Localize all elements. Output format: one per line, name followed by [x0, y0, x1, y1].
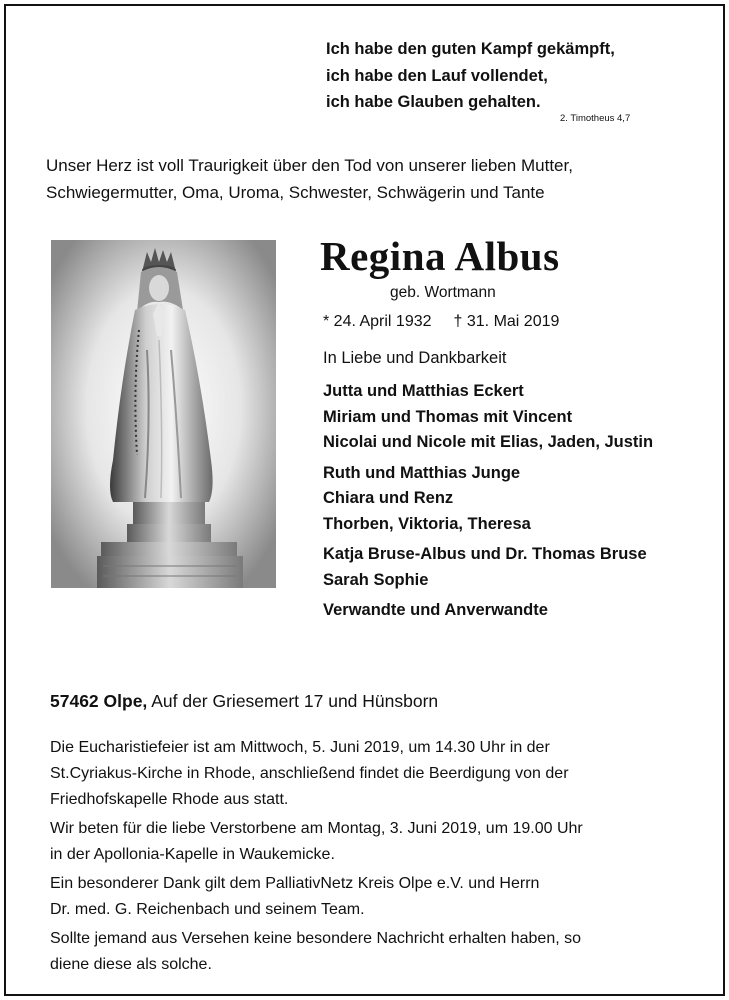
family-group — [323, 598, 653, 624]
verse-reference: 2. Timotheus 4,7 — [560, 113, 631, 124]
family-list — [323, 379, 653, 629]
life-dates — [323, 313, 559, 331]
note-line: Ein besonderer Dank gilt dem PalliativNetz Kreis Olpe e.V. und Herrn — [50, 875, 540, 892]
address-street: Auf der Griesemert 17 und Hünsborn — [151, 691, 439, 711]
family-member: Katja Bruse-Albus und Dr. Thomas Bruse — [323, 545, 647, 563]
note-paragraph — [50, 926, 583, 978]
family-member: Thorben, Viktoria, Theresa — [323, 514, 531, 533]
verse-line: Ich habe den guten Kampf gekämpft, — [326, 40, 615, 58]
family-group — [323, 542, 653, 593]
family-member: Miriam und Thomas mit Vincent — [323, 407, 573, 426]
verse-line: ich habe den Lauf vollendet, — [326, 66, 548, 85]
death-date: † 31. Mai 2019 — [453, 313, 560, 330]
note-paragraph — [50, 871, 583, 923]
note-line: diene diese als solche. — [50, 956, 212, 973]
family-member: Verwandte und Anverwandte — [323, 601, 548, 619]
family-group — [323, 461, 653, 538]
dedication: In Liebe und Dankbarkeit — [323, 349, 507, 367]
madonna-statue-photo — [51, 240, 276, 588]
statue-image — [51, 240, 276, 588]
note-line: Sollte jemand aus Versehen keine besondere Nachricht erhalten haben, so — [50, 930, 582, 947]
family-group — [323, 379, 653, 456]
service-notes — [50, 735, 583, 981]
maiden-name: geb. Wortmann — [390, 284, 496, 301]
family-member: Sarah Sophie — [323, 570, 429, 589]
intro-text — [46, 152, 573, 206]
note-line: Dr. med. G. Reichenbach und seinem Team. — [50, 901, 365, 918]
note-line: Die Eucharistiefeier ist am Mittwoch, 5. Juni 2019, um 14.30 Uhr in der — [50, 739, 550, 756]
note-line: Friedhofskapelle Rhode aus statt. — [50, 791, 289, 808]
note-paragraph — [50, 735, 583, 813]
note-line: Wir beten für die liebe Verstorbene am Montag, 3. Juni 2019, um 19.00 Uhr — [50, 820, 583, 837]
birth-date: * 24. April 1932 — [323, 313, 432, 330]
family-member: Ruth und Matthias Junge — [323, 463, 521, 482]
intro-line: Schwiegermutter, Oma, Uroma, Schwester, Schwägerin und Tante — [46, 183, 545, 202]
address-city: 57462 Olpe, — [50, 691, 148, 711]
note-paragraph — [50, 816, 583, 868]
note-line: in der Apollonia-Kapelle in Waukemicke. — [50, 846, 335, 863]
note-line: St.Cyriakus-Kirche in Rhode, anschließend findet die Beerdigung von der — [50, 765, 569, 782]
family-member: Nicolai und Nicole mit Elias, Jaden, Justin — [323, 433, 654, 451]
deceased-name: Regina Albus — [320, 233, 560, 279]
address — [50, 691, 438, 712]
intro-line: Unser Herz ist voll Traurigkeit über den Tod von unserer lieben Mutter, — [46, 156, 573, 175]
verse-line: ich habe Glauben gehalten. — [326, 93, 541, 111]
family-member: Jutta und Matthias Eckert — [323, 382, 524, 400]
bible-verse — [326, 36, 615, 116]
family-member: Chiara und Renz — [323, 489, 454, 507]
